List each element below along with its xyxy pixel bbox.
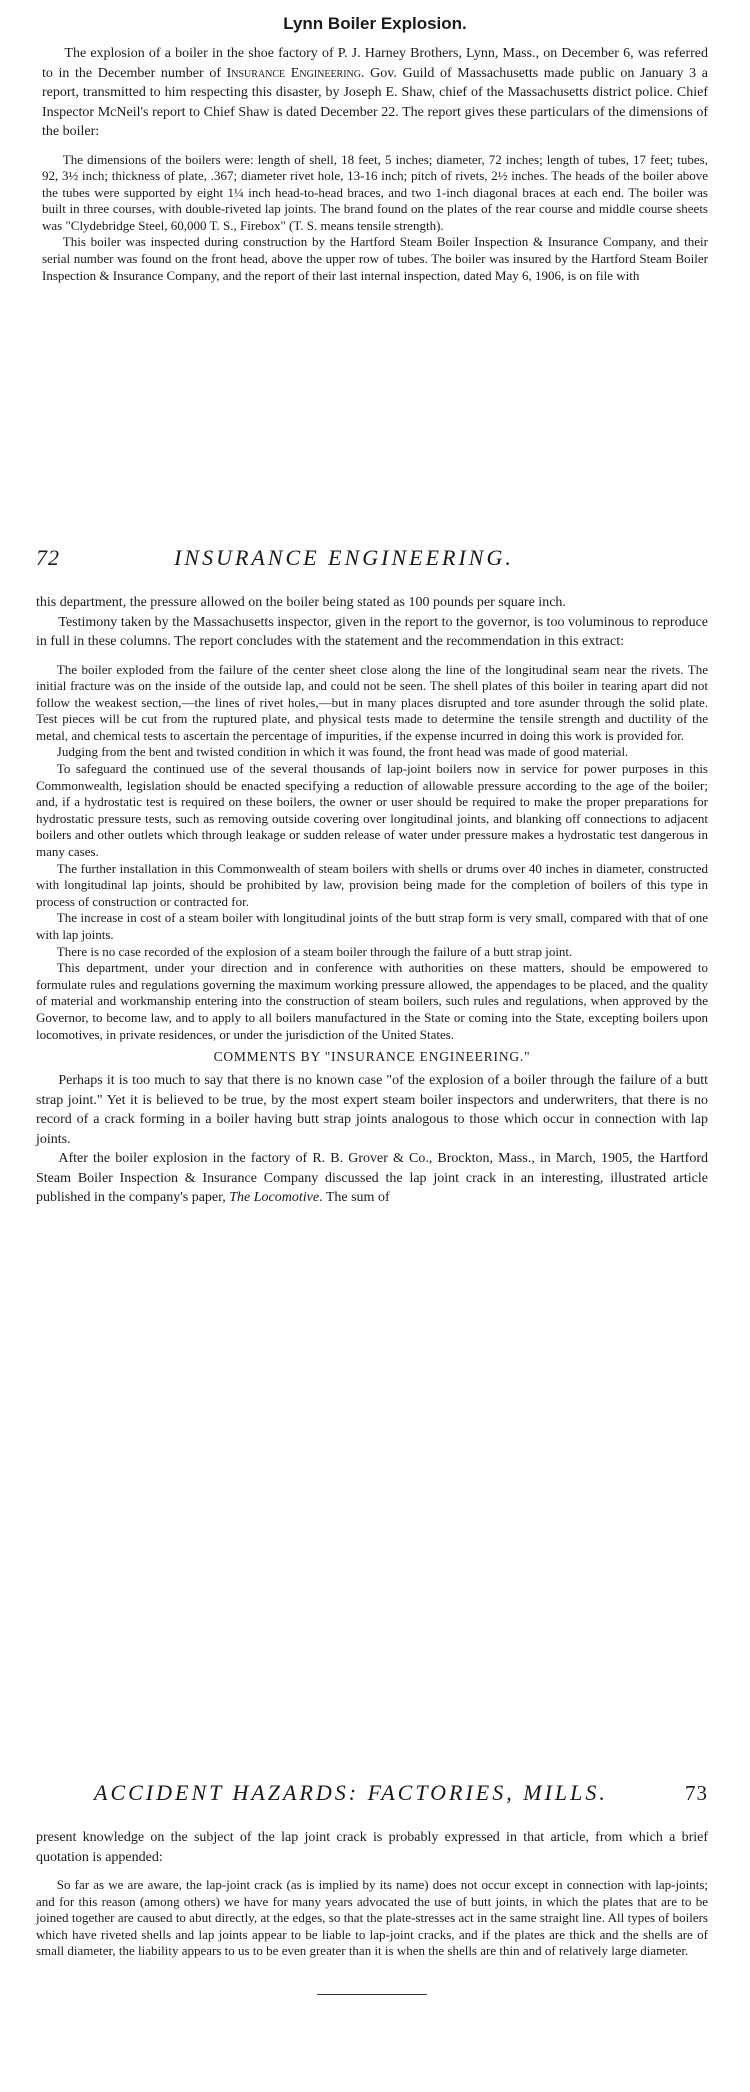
extract-paragraph: The increase in cost of a steam boiler with longitudinal joints of the butt strap form is very small, compared with that of one with lap joints.	[36, 910, 708, 942]
intro-text-after: . Gov. Guild of Massachusetts made public on January 3 a report, transmitted to him respecting this disaster, by Joseph E. Shaw, chief of the Massachusetts district police. Chief Inspector McNeil's report to Chief Shaw is dated December 22. The report gives these particulars of the dimensions of the boiler:	[42, 65, 709, 139]
intro-text-before: The explosion of a boiler in the shoe factory of P. J. Harney Brothers, Lynn, Mass., on December 6, was referred to in the December number of	[42, 46, 708, 81]
inspection-paragraph: This boiler was inspected during construction by the Hartford Steam Boiler Inspection & Insurance Company, and their serial number was found on the front head, above the upper row of tubes. The boiler was insured by the Hartford Steam Boiler Inspection & Insurance Company, and the report of their last internal inspection, dated May 6, 1906, is on file with	[42, 234, 708, 283]
report-extract	[36, 662, 708, 1044]
page-section-3	[0, 1780, 750, 2092]
running-head-title: ACCIDENT HAZARDS: FACTORIES, MILLS.	[94, 1780, 608, 1805]
page-number: 72	[36, 545, 60, 570]
section-divider	[317, 1994, 427, 1995]
extract-paragraph: The further installation in this Commonwealth of steam boilers with shells or drums over 40 inches in diameter, constructed with longitudinal lap joints, should be prohibited by law, provision being made for the completion of boilers of this type in process of construction or contracted for.	[36, 860, 708, 909]
testimony-paragraph: Testimony taken by the Massachusetts inspector, given in the report to the governor, is too voluminous to reproduce in full in these columns. The report concludes with the statement and the recommendation in this extract:	[36, 614, 708, 649]
page-number: 73	[685, 1781, 708, 1805]
article-title: Lynn Boiler Explosion.	[283, 14, 467, 33]
extract-paragraph: This department, under your direction and in conference with authorities on these matters, should be empowered to formulate rules and regulations governing the maximum working pressure allowed, the appendages to be placed, and the quality of material and workmanship entering into the construction of steam boilers, such rules and regulations, when approved by the Governor, to become law, and to apply to all boilers manufactured in the State or coming into the State, excepting boilers upon locomotives, in private residences, or under the jurisdiction of the United States.	[36, 960, 708, 1042]
page-section-2	[0, 545, 750, 1635]
extract-paragraph: The boiler exploded from the failure of the center sheet close along the line of the longitudinal seam near the rivets. The initial fracture was on the inside of the outside lap, and could not be seen. The shell plates of this boiler in tearing apart did not follow the weakest section,—the lines of rivet holes,—but in many places disrupted and tore asunder through the solid plate. Test pieces will be cut from the ruptured plate, and physical tests made to determine the tensile strength and ductility of the metal, and chemical tests to ascertain the percentage of impurities, if the expense incurred in doing this work is provided for.	[36, 661, 708, 743]
comments-paragraph-2	[36, 1149, 708, 1208]
quotation-paragraph: So far as we are aware, the lap-joint crack (as is implied by its name) does not occur except in connection with lap-joints; and for this reason (among others) we have for many years advocated the use of butt joints, in which the plates that are to be joined together are caused to abut directly, at the edges, so that the plate-stresses act in the same straight line. All types of boilers which have riveted shells and lap joints appear to be liable to lap-joint cracks, and if the plates are thick and the shells are of small diameter, the liability appears to us to be even greater than it is when the shells are thin and of relatively large diameter.	[36, 1877, 708, 1959]
comments-heading: COMMENTS BY "INSURANCE ENGINEERING."	[213, 1049, 531, 1065]
running-head-title: INSURANCE ENGINEERING.	[174, 545, 514, 570]
extract-paragraph: Judging from the bent and twisted condition in which it was found, the front head was made of good material.	[56, 744, 629, 760]
comments-text-before: After the boiler explosion in the factory of R. B. Grover & Co., Brockton, Mass., in March, 1905, the Hartford Steam Boiler Inspection & Insurance Company discussed the lap joint crack in an interesting, illustrated article published in the company's paper,	[36, 1151, 708, 1206]
comments-text-after: . The sum of	[319, 1190, 390, 1206]
running-head-73	[36, 1780, 708, 1820]
running-head-72	[36, 545, 708, 585]
paper-name: The Locomotive	[229, 1190, 320, 1206]
extract-paragraph: There is no case recorded of the explosion of a steam boiler through the failure of a butt strap joint.	[56, 943, 573, 959]
continuation-paragraph: this department, the pressure allowed on the boiler being stated as 100 pounds per square inch.	[36, 595, 566, 610]
comments-paragraph-1: Perhaps it is too much to say that there is no known case "of the explosion of a boiler through the failure of a butt strap joint." Yet it is believed to be true, by the most expert steam boiler inspectors and underwriters, that there is no record of a crack forming in a boiler having butt strap joints analogous to those which occur in connection with lap joints.	[36, 1073, 708, 1147]
intro-paragraph	[42, 44, 708, 142]
dimensions-paragraph: The dimensions of the boilers were: length of shell, 18 feet, 5 inches; diameter, 72 inches; length of tubes, 17 feet; tubes, 92, 3½ inch; thickness of plate, .367; diameter rivet hole, 13-16 inch; pitch of rivets, 2½ inches. The heads of the boiler above the tubes were supported by eight 1¼ inch head-to-head braces, and two 1-inch diagonal braces at each end. The boiler was built in three courses, with double-riveted lap joints. The brand found on the plates of the rear course and middle course sheets was "Clydebridge Steel, 60,000 T. S., Firebox" (T. S. means tensile strength).	[42, 151, 708, 233]
extract-paragraph: To safeguard the continued use of the several thousands of lap-joint boilers now in service for power purposes in this Commonwealth, legislation should be enacted specifying a reduction of allowable pressure according to the age of the boiler; and, if a hydrostatic test is required on these boilers, the owner or user should be required to make the proper preparations for hydrostatic pressure tests, such as removing outside covering over longitudinal joints, and blanking off connections to adjacent boilers and other outlets which through leakage or sudden release of water under pressure makes a hydrostatic test dangerous in many cases.	[36, 761, 708, 860]
page-section-1	[0, 0, 750, 470]
journal-name: Insurance Engineering	[226, 65, 362, 81]
continuation-paragraph: present knowledge on the subject of the lap joint crack is probably expressed in that article, from which a brief quotation is appended:	[36, 1830, 708, 1865]
